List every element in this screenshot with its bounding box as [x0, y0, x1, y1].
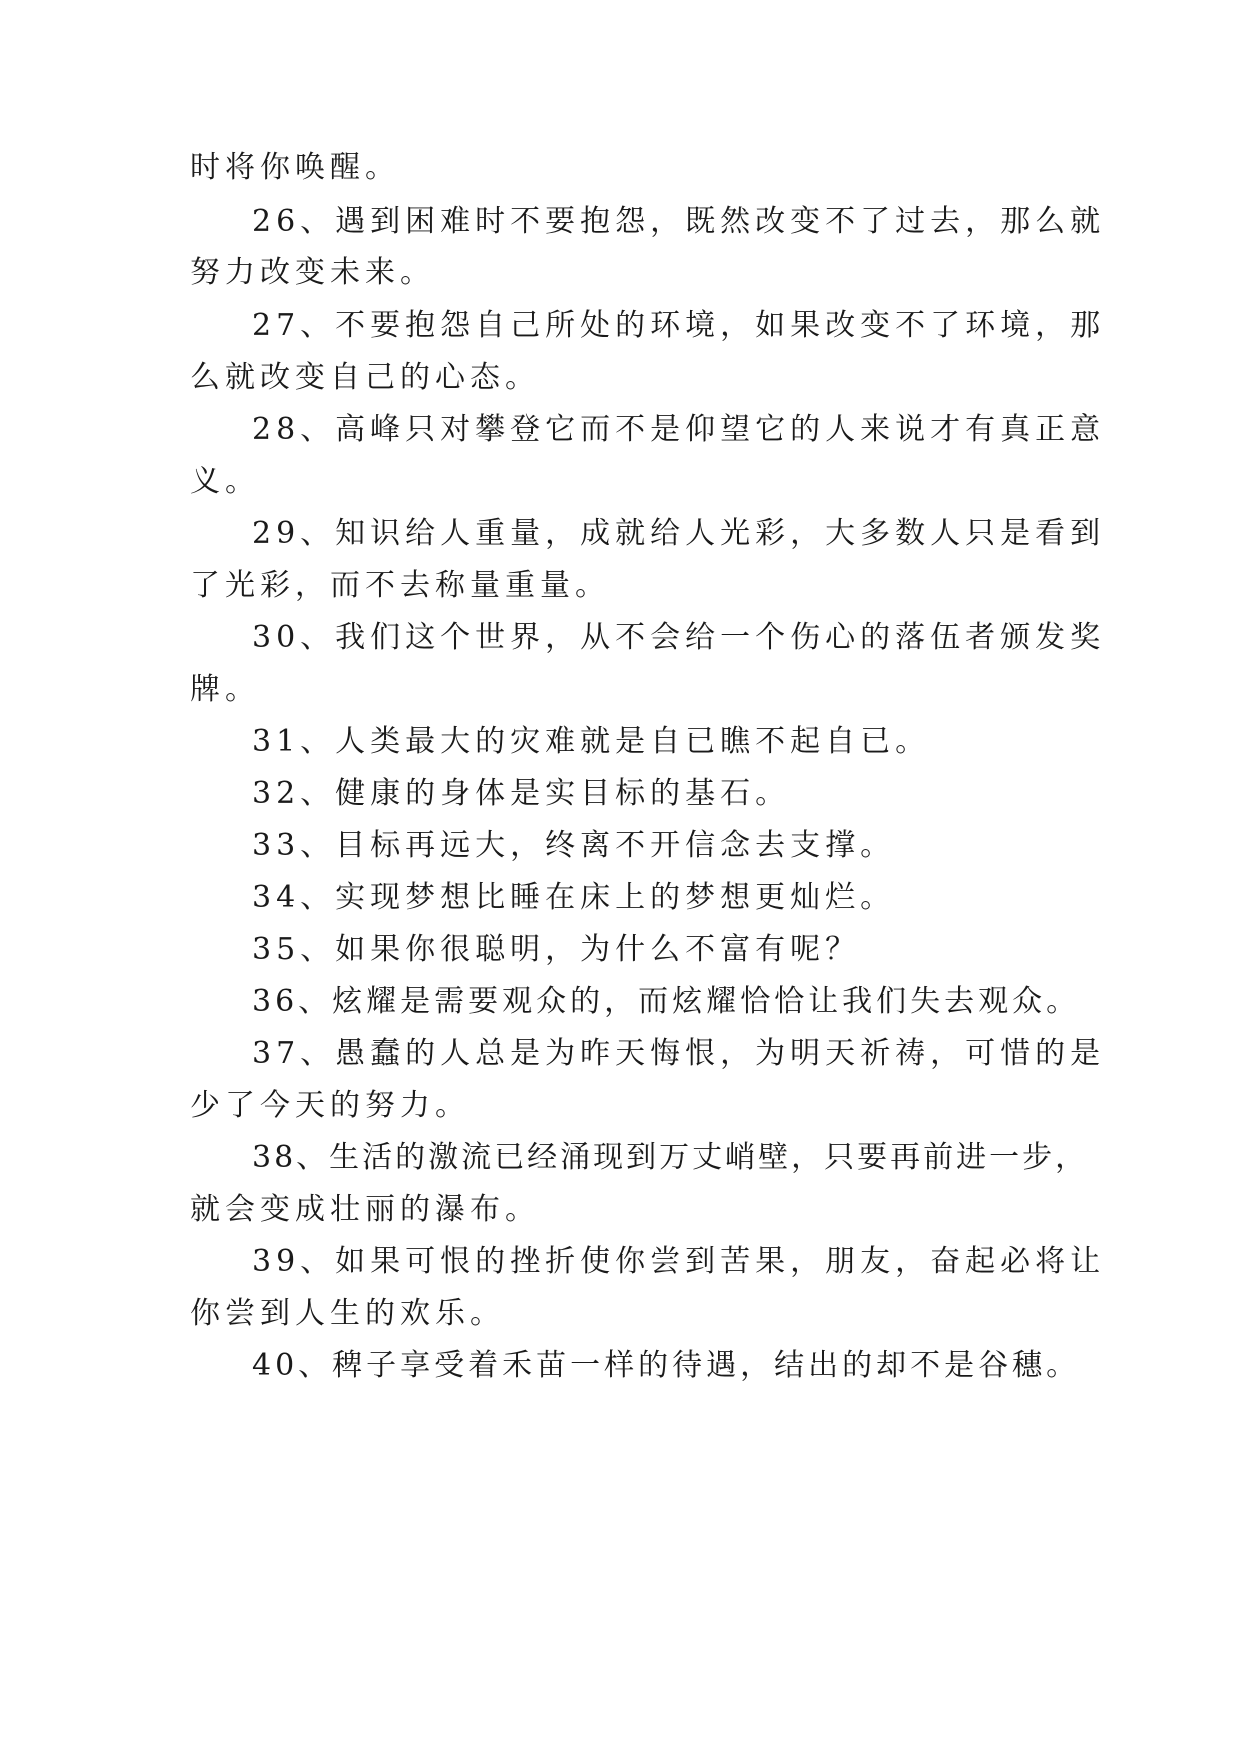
text-line: 义。	[190, 464, 260, 499]
text-line: 40、稗子享受着禾苗一样的待遇，结出的却不是谷穗。	[252, 1348, 1081, 1383]
text-line: 33、目标再远大，终离不开信念去支撑。	[252, 828, 896, 863]
text-line: 少了今天的努力。	[190, 1088, 470, 1123]
text-line: 时将你唤醒。	[190, 150, 400, 185]
text-line: 牌。	[190, 672, 260, 707]
text-line: 29、知识给人重量，成就给人光彩，大多数人只是看到	[252, 516, 1106, 551]
text-line: 你尝到人生的欢乐。	[190, 1296, 505, 1331]
text-line: 努力改变未来。	[190, 255, 435, 290]
text-line: 38、生活的激流已经涌现到万丈峭壁，只要再前进一步，	[252, 1140, 1089, 1175]
text-line: 了光彩，而不去称量重量。	[190, 568, 610, 603]
text-line: 32、健康的身体是实目标的基石。	[252, 776, 791, 811]
text-line: 就会变成壮丽的瀑布。	[190, 1192, 540, 1227]
text-line: 34、实现梦想比睡在床上的梦想更灿烂。	[252, 880, 896, 915]
text-line: 30、我们这个世界，从不会给一个伤心的落伍者颁发奖	[252, 620, 1106, 655]
text-line: 么就改变自己的心态。	[190, 360, 540, 395]
text-line: 31、人类最大的灾难就是自已瞧不起自已。	[252, 724, 931, 759]
text-line: 28、高峰只对攀登它而不是仰望它的人来说才有真正意	[252, 412, 1106, 447]
text-line: 35、如果你很聪明，为什么不富有呢？	[252, 932, 861, 967]
text-line: 36、炫耀是需要观众的，而炫耀恰恰让我们失去观众。	[252, 984, 1081, 1019]
text-line: 37、愚蠢的人总是为昨天悔恨，为明天祈祷，可惜的是	[252, 1036, 1106, 1071]
text-line: 27、不要抱怨自己所处的环境，如果改变不了环境，那	[252, 308, 1106, 343]
text-line: 39、如果可恨的挫折使你尝到苦果，朋友，奋起必将让	[252, 1244, 1106, 1279]
text-line: 26、遇到困难时不要抱怨，既然改变不了过去，那么就	[252, 204, 1106, 239]
